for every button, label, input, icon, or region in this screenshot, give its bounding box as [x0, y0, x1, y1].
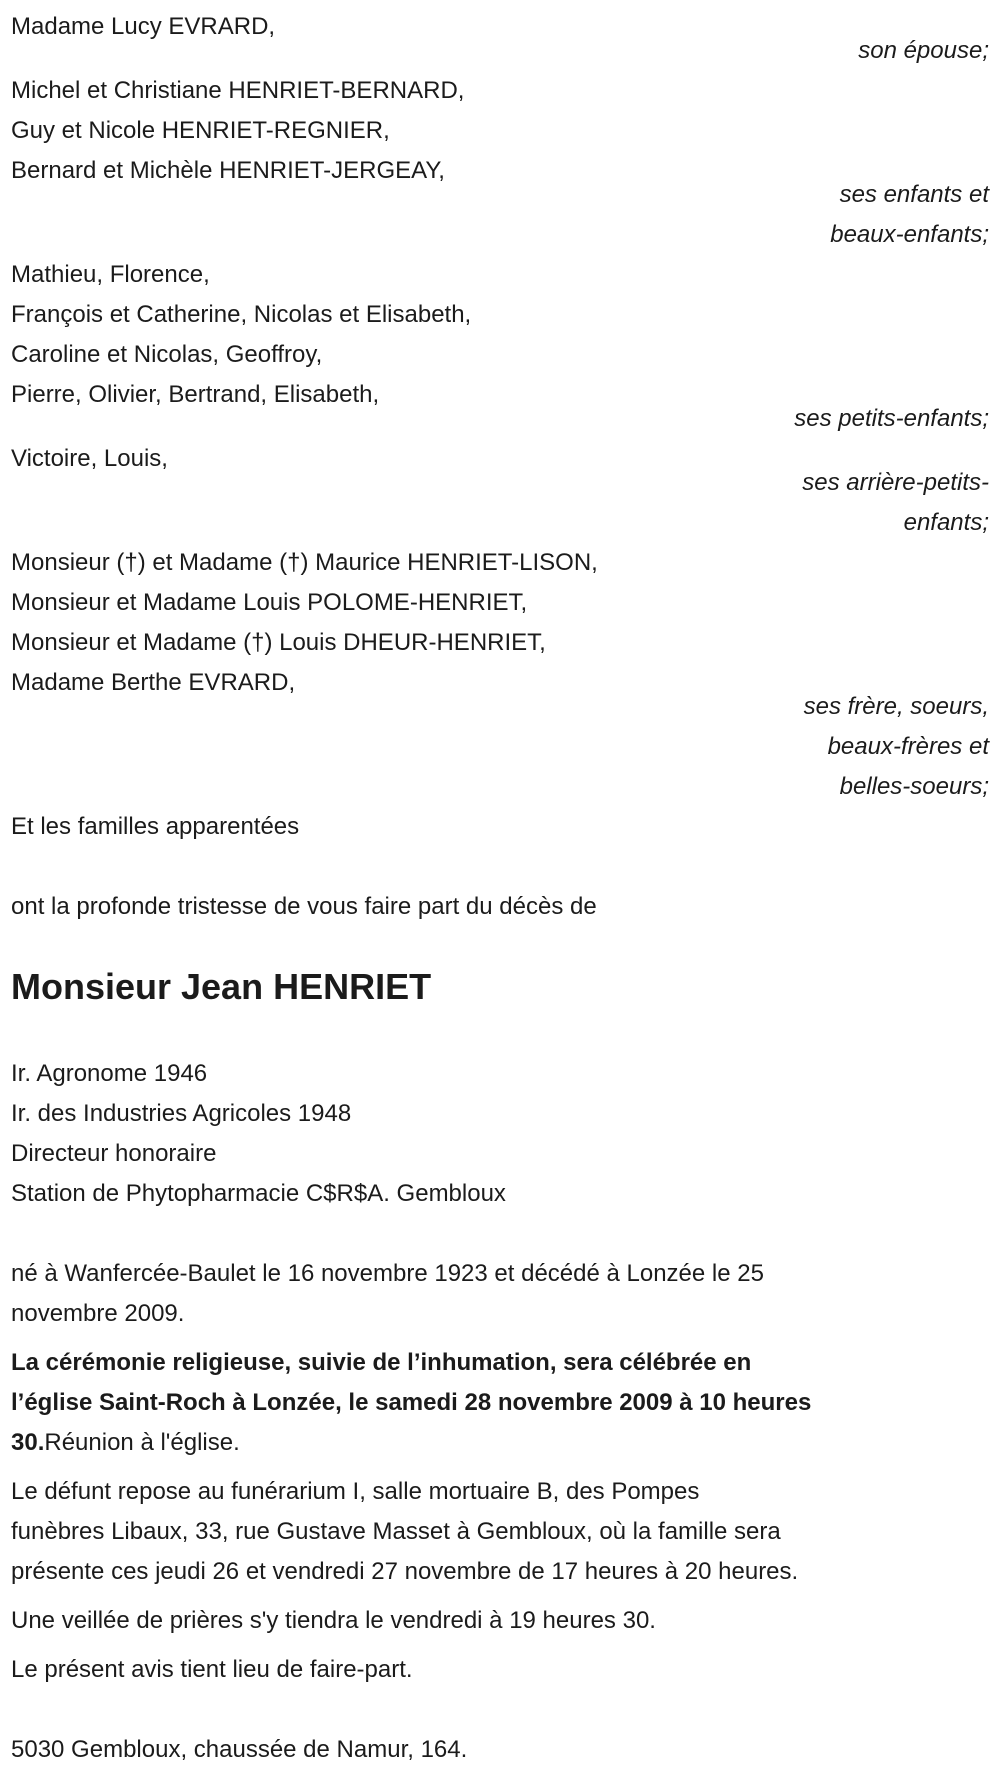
- title-line: Ir. Agronome 1946: [11, 1060, 208, 1087]
- family-name-line: Caroline et Nicolas, Geoffroy,: [11, 341, 323, 368]
- family-name-line: Victoire, Louis,: [11, 445, 168, 472]
- text-fragment: 30.: [11, 1429, 45, 1456]
- text-line: novembre 2009.: [11, 1300, 185, 1327]
- relation-line: enfants;: [903, 509, 989, 536]
- relation-line: ses enfants et: [839, 181, 989, 208]
- relation-line: son épouse;: [858, 37, 989, 64]
- family-group: [11, 71, 989, 255]
- text-line: Le défunt repose au funérarium I, salle mortuaire B, des Pompes: [11, 1478, 700, 1505]
- family-group: [11, 7, 989, 71]
- family-name-line: Michel et Christiane HENRIET-BERNARD,: [11, 77, 465, 104]
- family-group: [11, 439, 989, 543]
- address-line: 5030 Gembloux, chaussée de Namur, 164.: [11, 1736, 468, 1763]
- relation-line: belles-soeurs;: [839, 773, 989, 800]
- family-list: [11, 7, 989, 807]
- vigil-paragraph: Une veillée de prières s'y tiendra le vendredi à 19 heures 30.: [11, 1607, 656, 1634]
- deceased-name: Monsieur Jean HENRIET: [11, 966, 432, 1007]
- text-line: La cérémonie religieuse, suivie de l’inhumation, sera célébrée en: [11, 1349, 752, 1376]
- families-line: Et les familles apparentées: [11, 813, 300, 840]
- titles-block: [11, 1054, 989, 1214]
- birth-death-paragraph: [11, 1254, 989, 1334]
- announcement-line: ont la profonde tristesse de vous faire part du décès de: [11, 893, 597, 920]
- family-name-line: Guy et Nicole HENRIET-REGNIER,: [11, 117, 390, 144]
- family-name-line: Madame Berthe EVRARD,: [11, 669, 296, 696]
- family-name-line: Pierre, Olivier, Bertrand, Elisabeth,: [11, 381, 380, 408]
- text-line: l’église Saint-Roch à Lonzée, le samedi 28 novembre 2009 à 10 heures: [11, 1389, 812, 1416]
- relation-line: beaux-frères et: [827, 733, 989, 760]
- family-name-line: Mathieu, Florence,: [11, 261, 210, 288]
- relation-label: [11, 687, 989, 807]
- relation-line: ses arrière-petits-: [802, 469, 989, 496]
- title-line: Ir. des Industries Agricoles 1948: [11, 1100, 352, 1127]
- family-name-line: Bernard et Michèle HENRIET-JERGEAY,: [11, 157, 445, 184]
- text-line: funèbres Libaux, 33, rue Gustave Masset à Gembloux, où la famille sera: [11, 1518, 781, 1545]
- ceremony-paragraph: [11, 1343, 989, 1463]
- family-group: [11, 255, 989, 439]
- family-name-line: Madame Lucy EVRARD,: [11, 13, 276, 40]
- family-name-line: Monsieur (†) et Madame (†) Maurice HENRIET-LISON,: [11, 549, 598, 576]
- visitation-paragraph: [11, 1472, 989, 1592]
- family-name-line: Monsieur et Madame Louis POLOME-HENRIET,: [11, 589, 528, 616]
- text-line: né à Wanfercée-Baulet le 16 novembre 1923 et décédé à Lonzée le 25: [11, 1260, 764, 1287]
- text-fragment: Réunion à l'église.: [44, 1429, 240, 1456]
- title-line: Station de Phytopharmacie C$R$A. Gembloux: [11, 1180, 506, 1207]
- notice-paragraph: Le présent avis tient lieu de faire-part.: [11, 1656, 413, 1683]
- family-name-line: Monsieur et Madame (†) Louis DHEUR-HENRIET,: [11, 629, 546, 656]
- relation-line: ses petits-enfants;: [794, 405, 989, 432]
- text-line: présente ces jeudi 26 et vendredi 27 novembre de 17 heures à 20 heures.: [11, 1558, 799, 1585]
- title-line: Directeur honoraire: [11, 1140, 217, 1167]
- family-name-line: François et Catherine, Nicolas et Elisabeth,: [11, 301, 472, 328]
- obituary-notice: [11, 7, 989, 1770]
- relation-line: beaux-enfants;: [830, 221, 989, 248]
- relation-line: ses frère, soeurs,: [803, 693, 989, 720]
- family-group: [11, 543, 989, 807]
